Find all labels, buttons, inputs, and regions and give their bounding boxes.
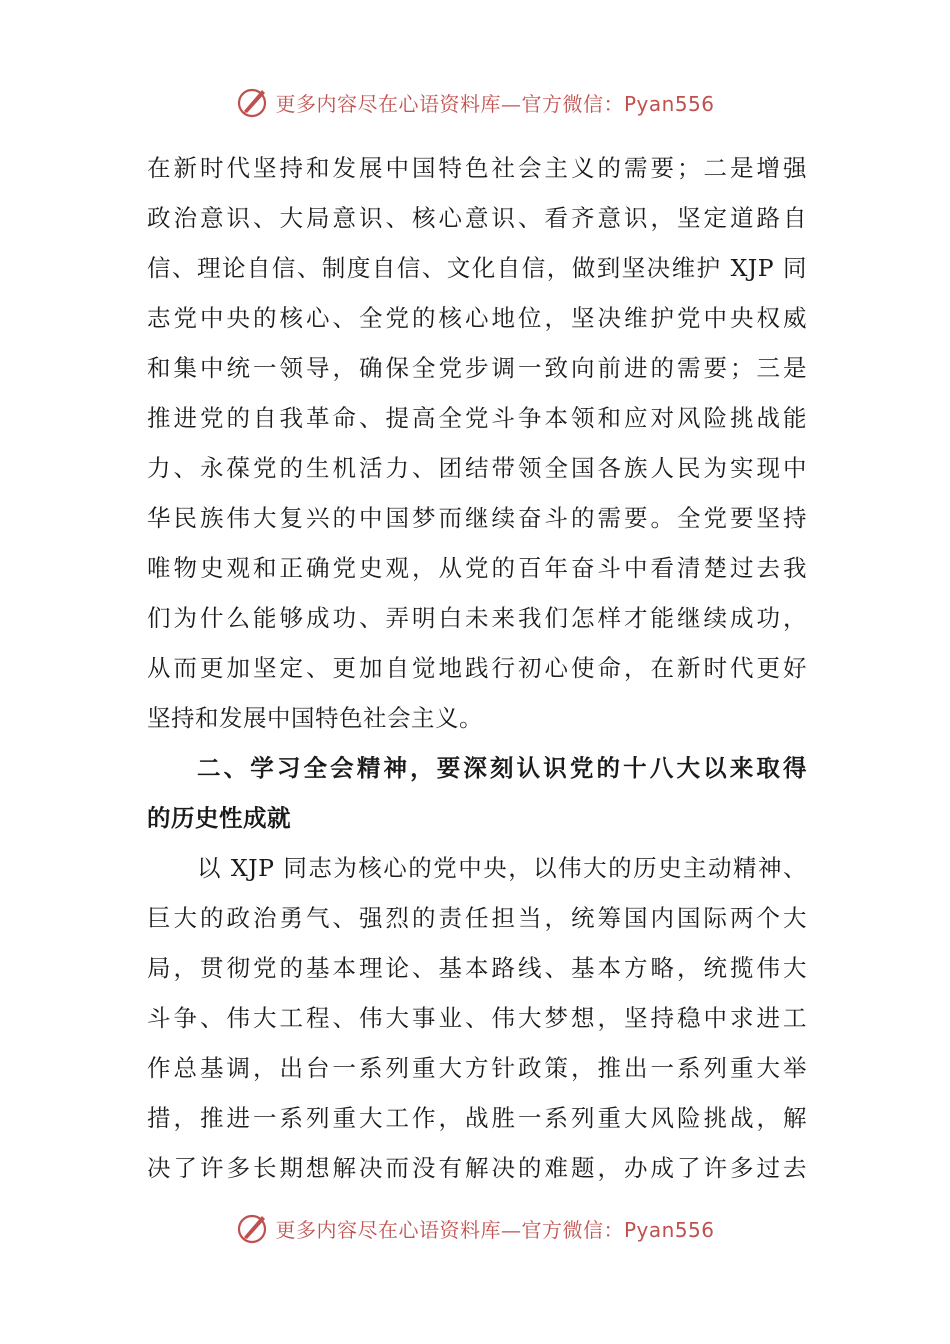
paragraph-line: 措，推进一系列重大工作，战胜一系列重大风险挑战，解: [147, 1104, 807, 1132]
quill-logo-icon: [235, 1210, 271, 1246]
paragraph-line: 们为什么能够成功、弄明白未来我们怎样才能继续成功，: [147, 604, 807, 632]
paragraph-line: 作总基调，出台一系列重大方针政策，推出一系列重大举: [147, 1054, 807, 1082]
paragraph-line: 从而更加坚定、更加自觉地践行初心使命，在新时代更好: [147, 654, 807, 682]
paragraph-line: 唯物史观和正确党史观，从党的百年奋斗中看清楚过去我: [147, 554, 807, 582]
paragraph-line: 志党中央的核心、全党的核心地位，坚决维护党中央权威: [147, 304, 807, 332]
paragraph-line: 政治意识、大局意识、核心意识、看齐意识，坚定道路自: [147, 204, 807, 232]
paragraph-line: 和集中统一领导，确保全党步调一致向前进的需要；三是: [147, 354, 807, 382]
section-heading: 二、学习全会精神，要深刻认识党的十八大以来取得: [197, 754, 807, 782]
paragraph-line: 推进党的自我革命、提高全党斗争本领和应对风险挑战能: [147, 404, 807, 432]
quill-logo-icon: [235, 84, 271, 120]
paragraph-line: 在新时代坚持和发展中国特色社会主义的需要；二是增强: [147, 154, 807, 182]
wechat-id: Pyan556: [623, 91, 715, 116]
footer-watermark-banner: [0, 1208, 950, 1248]
document-body: [147, 143, 807, 1193]
watermark-text: 更多内容尽在心语资料库—官方微信：Pyan556: [275, 91, 715, 116]
paragraph-line: 巨大的政治勇气、强烈的责任担当，统筹国内国际两个大: [147, 904, 807, 932]
paragraph-line: 斗争、伟大工程、伟大事业、伟大梦想，坚持稳中求进工: [147, 1004, 807, 1032]
paragraph-line: 以 XJP 同志为核心的党中央，以伟大的历史主动精神、: [197, 854, 807, 882]
paragraph-line: 局，贯彻党的基本理论、基本路线、基本方略，统揽伟大: [147, 954, 807, 982]
paragraph-line: 坚持和发展中国特色社会主义。: [147, 704, 483, 732]
wechat-id: Pyan556: [623, 1217, 715, 1242]
paragraph-line: 力、永葆党的生机活力、团结带领全国各族人民为实现中: [147, 454, 807, 482]
paragraph-line: 信、理论自信、制度自信、文化自信，做到坚决维护 XJP 同: [147, 254, 807, 282]
watermark-text: 更多内容尽在心语资料库—官方微信：Pyan556: [275, 1217, 715, 1242]
paragraph-line: 决了许多长期想解决而没有解决的难题，办成了许多过去: [147, 1154, 807, 1182]
section-heading: 的历史性成就: [147, 804, 291, 832]
paragraph-line: 华民族伟大复兴的中国梦而继续奋斗的需要。全党要坚持: [147, 504, 807, 532]
header-watermark-banner: [0, 82, 950, 122]
